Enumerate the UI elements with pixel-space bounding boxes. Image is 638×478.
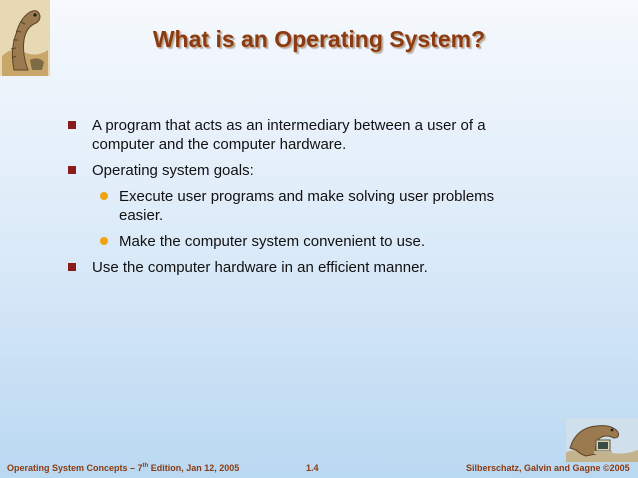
sub-bullet-item <box>100 232 536 251</box>
sub-bullet-text: Execute user programs and make solving user problems easier. <box>119 188 495 224</box>
round-bullet-icon <box>100 192 108 200</box>
footer-course <box>7 463 239 473</box>
bullet-item <box>66 258 536 277</box>
dinosaur-computer-icon <box>566 418 638 462</box>
bullet-text: Operating system goals: <box>92 162 254 179</box>
slide-title: What is an Operating System? <box>152 26 486 52</box>
bullet-text: Use the computer hardware in an efficient manner. <box>92 259 428 276</box>
bullet-item <box>66 116 536 154</box>
round-bullet-icon <box>100 237 108 245</box>
bullet-text: A program that acts as an intermediary between a user of a computer and the computer hardware. <box>92 117 486 153</box>
page-number: 1.4 <box>306 463 319 473</box>
square-bullet-icon <box>68 121 76 129</box>
square-bullet-icon <box>68 263 76 271</box>
footer-course-suffix: Edition, Jan 12, 2005 <box>148 463 240 473</box>
footer-authors: Silberschatz, Galvin and Gagne ©2005 <box>466 463 630 473</box>
square-bullet-icon <box>68 166 76 174</box>
footer-course-sup: th <box>142 463 149 469</box>
footer-course-prefix: Operating System Concepts – 7 <box>7 463 143 473</box>
sub-bullet-item <box>100 187 536 225</box>
bullet-list <box>66 116 536 284</box>
bullet-item <box>66 161 536 180</box>
sub-bullet-text: Make the computer system convenient to use. <box>119 233 425 250</box>
sub-bullet-list <box>100 187 536 251</box>
